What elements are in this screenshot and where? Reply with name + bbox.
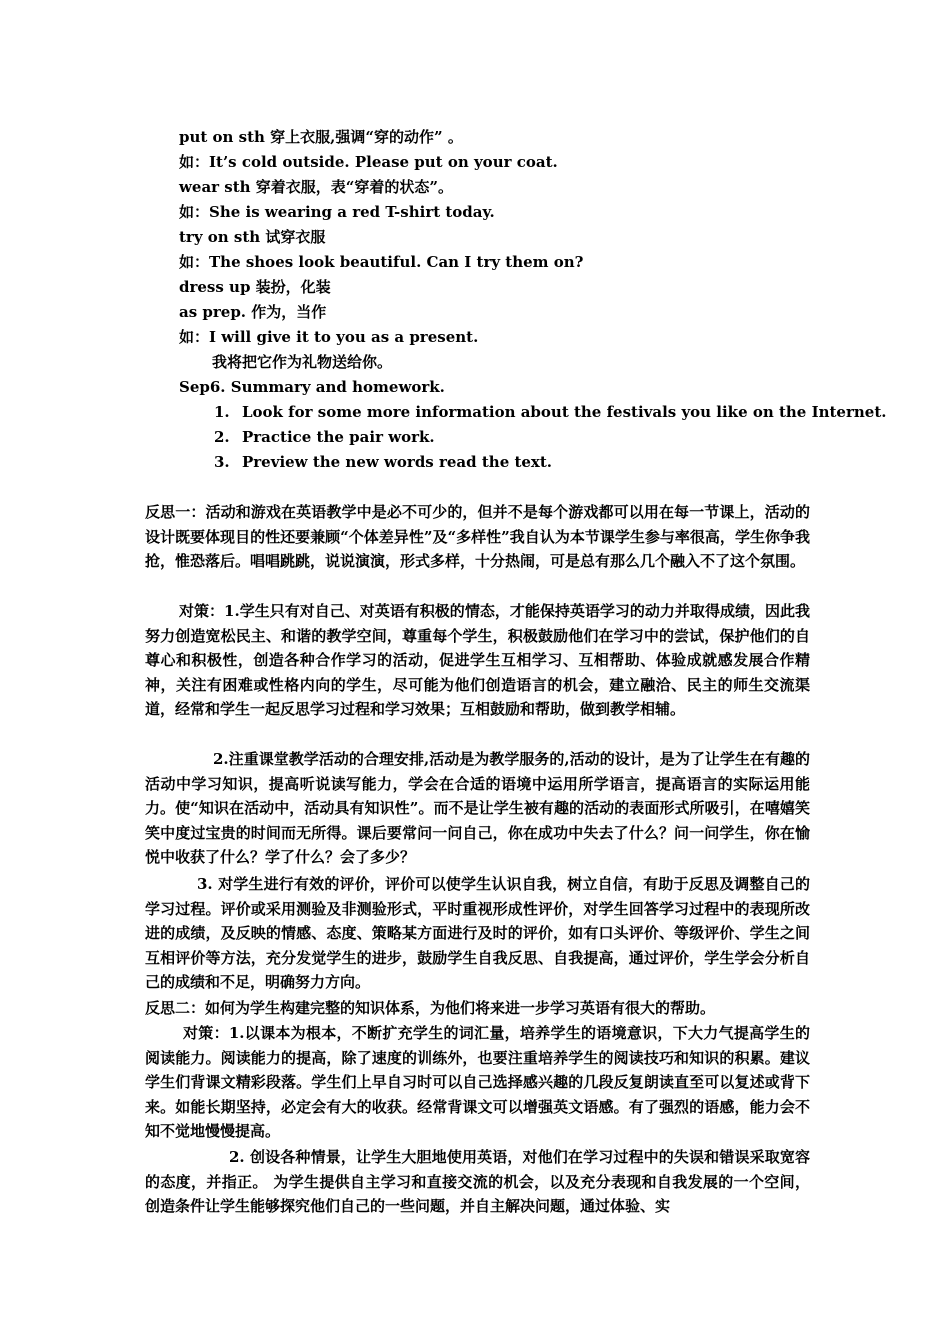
vocab-dress-up: dress up 装扮，化装 [179,278,331,296]
homework-item-number: 2. [214,428,230,446]
vocab-as-prep: as prep. 作为，当作 [179,303,327,321]
vocab-as-example: 如：I will give it to you as a present. [179,328,479,346]
homework-item [214,402,886,422]
strategy-three-paragraph: 3. 对学生进行有效的评价，评价可以使学生认识自我，树立自信，有助于反思及调整自己的学习过程。评价或采用测验及非测验形式，平时重视形成性评价，对学生回答学习过程中的表现所改进的成绩，及反映的情感、态度、策略某方面进行及时的评价，如有口头评价、等级评价、学生之间互相评价等方法，充分发觉学生的进步，鼓励学生自我反思、自我提高，通过评价，学生学会分析自己的成绩和不足，明确努力方向。 [145,875,810,992]
homework-item-text: Preview the new words read the text. [242,453,553,471]
reflection-two-paragraph: 反思二：如何为学生构建完整的知识体系，为他们将来进一步学习英语有很大的帮助。 [145,999,716,1017]
vocab-as-translation: 我将把它作为礼物送给你。 [212,353,393,371]
strategy-four-paragraph: 对策：1.以课本为根本，不断扩充学生的词汇量，培养学生的语境意识，下大力气提高学生的阅读能力。阅读能力的提高，除了速度的训练外，也要注重培养学生的阅读技巧和知识的积累。建议学生们背课文精彩段落。学生们上早自习时可以自己选择感兴趣的几段反复朗读直至可以复述或背下来。如能长期坚持，必定会有大的收获。经常背课文可以增强英文语感。有了强烈的语感，能力会不知不觉地慢慢提高。 [145,1024,810,1141]
strategy-two-paragraph: 2.注重课堂教学活动的合理安排,活动是为教学服务的,活动的设计，是为了让学生在有趣的活动中学习知识，提高听说读写能力，学会在合适的语境中运用所学语言，提高语言的实际运用能力。使“知识在活动中，活动具有知识性”。而不是让学生被有趣的活动的表面形式所吸引，在嘻嬉笑笑中度过宝贵的时间而无所得。课后要常问一问自己，你在成功中失去了什么？问一问学生，你在愉悦中收获了什么？学了什么？会了多少？ [145,750,810,867]
vocab-try-on: try on sth 试穿衣服 [179,228,326,246]
strategy-one-paragraph: 对策：1.学生只有对自己、对英语有积极的情态，才能保持英语学习的动力并取得成绩，因此我努力创造宽松民主、和谐的教学空间，尊重每个学生，积极鼓励他们在学习中的尝试，保护他们的自尊心和积极性，创造各种合作学习的活动，促进学生互相学习、互相帮助、体验成就感发展合作精神，关注有困难或性格内向的学生，尽可能为他们创造语言的机会，建立融洽、民主的师生交流渠道，经常和学生一起反思学习过程和学习效果；互相鼓励和帮助，做到教学相辅。 [145,602,810,719]
step6-heading: Sep6. Summary and homework. [179,378,445,396]
homework-item-text: Practice the pair work. [242,428,435,446]
strategy-five-paragraph: 2. 创设各种情景，让学生大胆地使用英语，对他们在学习过程中的失误和错误采取宽容的态度，并指正。 为学生提供自主学习和直接交流的机会，以及充分表现和自我发展的一个空间，创造条件让学生能够探究他们自己的一些问题，并自主解决问题，通过体验、实 [145,1148,810,1216]
vocab-put-on-example: 如：It’s cold outside. Please put on your coat. [179,153,558,171]
vocab-put-on: put on sth 穿上衣服,强调“穿的动作” 。 [179,128,463,146]
vocab-wear-example: 如：She is wearing a red T-shirt today. [179,203,495,221]
vocab-wear: wear sth 穿着衣服，表“穿着的状态”。 [179,178,454,196]
reflection-one-paragraph: 反思一：活动和游戏在英语教学中是必不可少的，但并不是每个游戏都可以用在每一节课上，活动的设计既要体现目的性还要兼顾“个体差异性”及“多样性”我自认为本节课学生参与率很高，学生你争我抢，惟恐落后。唱唱跳跳，说说演演，形式多样，十分热闹，可是总有那么几个融入不了这个氛围。 [145,503,810,571]
vocab-try-on-example: 如：The shoes look beautiful. Can I try them on? [179,253,584,271]
homework-item-text: Look for some more information about the festivals you like on the Internet. [242,403,887,421]
homework-item [214,452,552,472]
homework-item [214,427,435,447]
homework-item-number: 3. [214,453,230,471]
homework-item-number: 1. [214,403,230,421]
